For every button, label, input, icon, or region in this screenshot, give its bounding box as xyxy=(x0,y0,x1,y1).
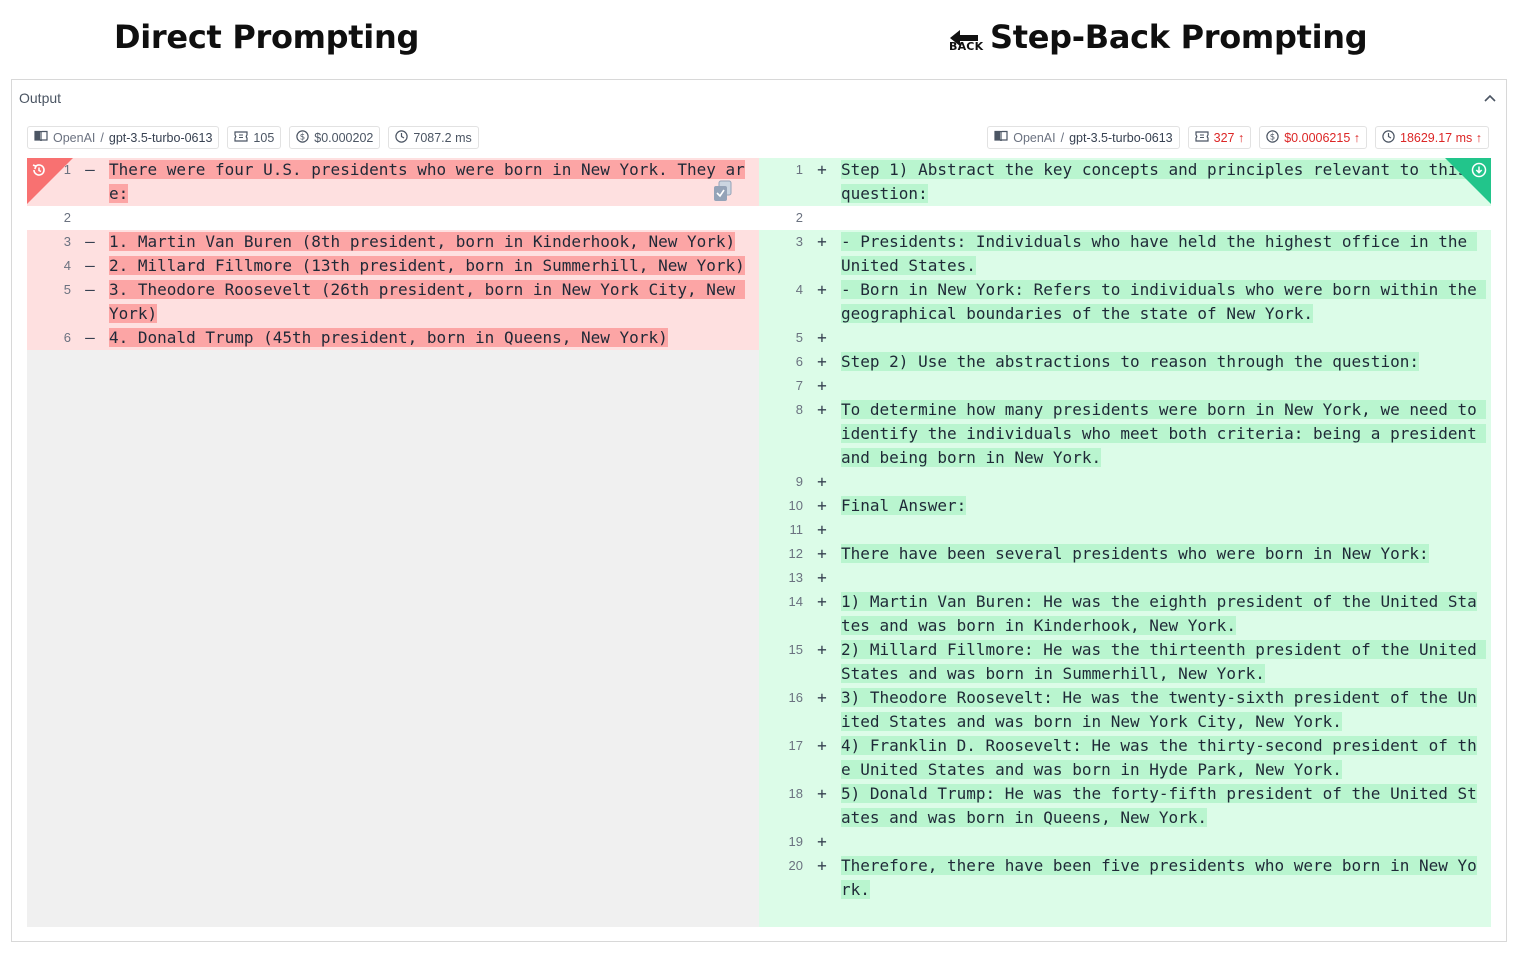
diff-marker: + xyxy=(817,328,827,347)
line-number: 6 xyxy=(795,354,803,369)
model-name: gpt-3.5-turbo-0613 xyxy=(1069,130,1173,145)
diff-marker: + xyxy=(817,400,827,419)
diff-marker xyxy=(803,206,841,230)
diff-line xyxy=(759,206,1491,230)
line-number: 5 xyxy=(795,330,803,345)
diff-marker: + xyxy=(817,544,827,563)
line-text: 1) Martin Van Buren: He was the eighth president of the United States and was born in Kinderhook, New York. xyxy=(841,592,1477,635)
diff-marker: + xyxy=(817,160,827,179)
line-number: 1 xyxy=(63,162,71,177)
line-number: 5 xyxy=(63,282,71,297)
line-text: 3. Theodore Roosevelt (26th president, born in New York City, New York) xyxy=(109,280,745,323)
dollar-icon xyxy=(296,130,309,146)
line-text xyxy=(841,374,1477,398)
copy-icon[interactable] xyxy=(713,180,733,202)
line-number: 7 xyxy=(795,378,803,393)
line-text xyxy=(841,326,1477,350)
diff-line xyxy=(759,830,1491,854)
step-back-prompting-title: Step-Back Prompting xyxy=(990,18,1368,56)
diff-line xyxy=(27,254,759,278)
cost-badge xyxy=(289,126,380,149)
book-icon xyxy=(994,130,1008,145)
line-text: 2. Millard Fillmore (13th president, born in Summerhill, New York) xyxy=(109,256,745,275)
back-icon-label: BACK xyxy=(949,40,984,53)
svg-text:$: $ xyxy=(1270,132,1276,143)
diff-marker: + xyxy=(817,784,827,803)
line-number: 6 xyxy=(63,330,71,345)
history-icon[interactable] xyxy=(31,162,47,178)
diff-line xyxy=(759,494,1491,518)
dollar-icon xyxy=(1266,130,1279,146)
diff-marker: + xyxy=(817,352,827,371)
line-text: There were four U.S. presidents who were born in New York. They are: xyxy=(109,160,745,203)
diff-line xyxy=(759,566,1491,590)
diff-line xyxy=(759,686,1491,734)
line-number: 2 xyxy=(63,210,71,225)
line-text xyxy=(841,470,1477,494)
step-back-prompting-heading xyxy=(948,14,1367,60)
token-count: 327 ↑ xyxy=(1213,130,1245,145)
line-number: 10 xyxy=(788,498,803,513)
line-text xyxy=(841,206,1477,230)
line-text: - Presidents: Individuals who have held the highest office in the United States. xyxy=(841,232,1477,275)
line-number: 16 xyxy=(788,690,803,705)
line-text xyxy=(841,830,1477,854)
diff-line xyxy=(759,470,1491,494)
output-panel-header[interactable] xyxy=(12,80,1506,116)
diff-line xyxy=(759,854,1491,902)
model-badge[interactable]: OpenAI / gpt-3.5-turbo-0613 xyxy=(27,126,219,149)
clock-icon xyxy=(1382,130,1395,146)
diff-marker xyxy=(71,206,109,230)
line-text: 2) Millard Fillmore: He was the thirteenth president of the United States and was born in Summerhill, New York. xyxy=(841,640,1487,683)
diff-marker: + xyxy=(817,280,827,299)
diff-line xyxy=(759,374,1491,398)
diff-line xyxy=(759,542,1491,566)
line-number: 3 xyxy=(795,234,803,249)
diff-line xyxy=(759,350,1491,374)
diff-marker: + xyxy=(817,472,827,491)
diff-marker: + xyxy=(817,376,827,395)
line-text: There have been several presidents who were born in New York: xyxy=(841,544,1429,563)
line-text: 3) Theodore Roosevelt: He was the twenty-sixth president of the United States and was born in New York City, New York. xyxy=(841,688,1477,731)
token-count-badge xyxy=(1188,126,1252,149)
diff-marker: + xyxy=(817,592,827,611)
book-icon xyxy=(34,130,48,145)
diff-marker: + xyxy=(817,856,827,875)
line-number: 9 xyxy=(795,474,803,489)
model-name: gpt-3.5-turbo-0613 xyxy=(108,130,213,145)
line-number: 4 xyxy=(63,258,71,273)
line-number: 8 xyxy=(795,402,803,417)
diff-marker: – xyxy=(85,256,95,275)
diff-line xyxy=(759,590,1491,638)
diff-line xyxy=(759,326,1491,350)
line-text: To determine how many presidents were born in New York, we need to identify the individuals who meet both criteria: being a president and being born in New York. xyxy=(841,400,1487,467)
diff-marker: – xyxy=(85,160,95,179)
latency-badge xyxy=(1375,126,1489,149)
diff-marker: + xyxy=(817,832,827,851)
back-arrow-icon xyxy=(948,20,982,54)
line-text: Therefore, there have been five presidents who were born in New York. xyxy=(841,856,1477,899)
diff-line xyxy=(759,782,1491,830)
model-provider: OpenAI xyxy=(53,130,96,145)
line-text xyxy=(109,206,745,230)
line-text: Final Answer: xyxy=(841,496,967,515)
line-number: 12 xyxy=(788,546,803,561)
direct-prompting-title: Direct Prompting xyxy=(114,18,420,56)
line-number: 4 xyxy=(795,282,803,297)
line-number: 14 xyxy=(788,594,803,609)
token-count-badge xyxy=(227,126,281,149)
line-text: 5) Donald Trump: He was the forty-fifth president of the United States and was born in Queens, New York. xyxy=(841,784,1477,827)
line-number: 19 xyxy=(788,834,803,849)
diff-marker: + xyxy=(817,736,827,755)
line-number: 13 xyxy=(788,570,803,585)
output-panel xyxy=(11,79,1507,942)
diff-marker: + xyxy=(817,568,827,587)
diff-marker: – xyxy=(85,328,95,347)
chevron-up-icon[interactable] xyxy=(1482,90,1498,106)
line-number: 15 xyxy=(788,642,803,657)
diff-line xyxy=(759,518,1491,542)
step-back-output-pane xyxy=(759,158,1491,927)
line-number: 3 xyxy=(63,234,71,249)
direct-prompting-heading xyxy=(114,14,419,60)
original-output-pane xyxy=(27,158,759,927)
clock-icon xyxy=(395,130,408,146)
line-text xyxy=(841,518,1477,542)
diff-line xyxy=(759,398,1491,470)
line-number: 17 xyxy=(788,738,803,753)
diff-line xyxy=(27,230,759,254)
line-text: Step 2) Use the abstractions to reason through the question: xyxy=(841,352,1419,371)
diff-line xyxy=(27,278,759,326)
diff-view xyxy=(27,158,1491,927)
diff-marker: + xyxy=(817,688,827,707)
diff-line xyxy=(759,158,1491,206)
diff-marker: + xyxy=(817,640,827,659)
diff-marker: – xyxy=(85,280,95,299)
line-text: - Born in New York: Refers to individuals who were born within the geographical boundaries of the state of New York. xyxy=(841,280,1487,323)
line-number: 1 xyxy=(795,162,803,177)
diff-marker: + xyxy=(817,496,827,515)
model-provider: OpenAI xyxy=(1013,130,1056,145)
latency-badge xyxy=(388,126,478,149)
line-text: 4) Franklin D. Roosevelt: He was the thirty-second president of the United States and was born in Hyde Park, New York. xyxy=(841,736,1477,779)
token-count: 105 xyxy=(253,130,275,145)
line-number: 20 xyxy=(788,858,803,873)
svg-text:$: $ xyxy=(300,132,306,143)
diff-line xyxy=(27,158,759,206)
left-response-meta xyxy=(27,126,479,149)
diff-line xyxy=(27,326,759,350)
line-text: 4. Donald Trump (45th president, born in Queens, New York) xyxy=(109,328,668,347)
ticket-icon xyxy=(1195,131,1209,145)
diff-line xyxy=(759,230,1491,278)
cost-badge xyxy=(1259,126,1367,149)
latency-value: 7087.2 ms xyxy=(413,130,472,145)
output-panel-title: Output xyxy=(19,90,62,106)
line-number: 11 xyxy=(789,522,803,537)
diff-line xyxy=(759,638,1491,686)
diff-marker: – xyxy=(85,232,95,251)
line-text xyxy=(841,566,1477,590)
line-text: Step 1) Abstract the key concepts and principles relevant to this question: xyxy=(841,160,1477,203)
right-response-meta xyxy=(987,126,1489,149)
diff-line xyxy=(27,206,759,230)
cost-value: $0.000202 xyxy=(314,130,374,145)
ticket-icon xyxy=(234,131,248,145)
line-number: 2 xyxy=(795,210,803,225)
download-circle-icon[interactable] xyxy=(1471,162,1487,178)
line-number: 18 xyxy=(788,786,803,801)
diff-line xyxy=(759,734,1491,782)
model-badge[interactable]: OpenAI / gpt-3.5-turbo-0613 xyxy=(987,126,1179,149)
diff-marker: + xyxy=(817,520,827,539)
latency-value: 18629.17 ms ↑ xyxy=(1400,130,1482,145)
cost-value: $0.0006215 ↑ xyxy=(1284,130,1360,145)
diff-marker: + xyxy=(817,232,827,251)
diff-line xyxy=(759,278,1491,326)
line-text: 1. Martin Van Buren (8th president, born in Kinderhook, New York) xyxy=(109,232,736,251)
